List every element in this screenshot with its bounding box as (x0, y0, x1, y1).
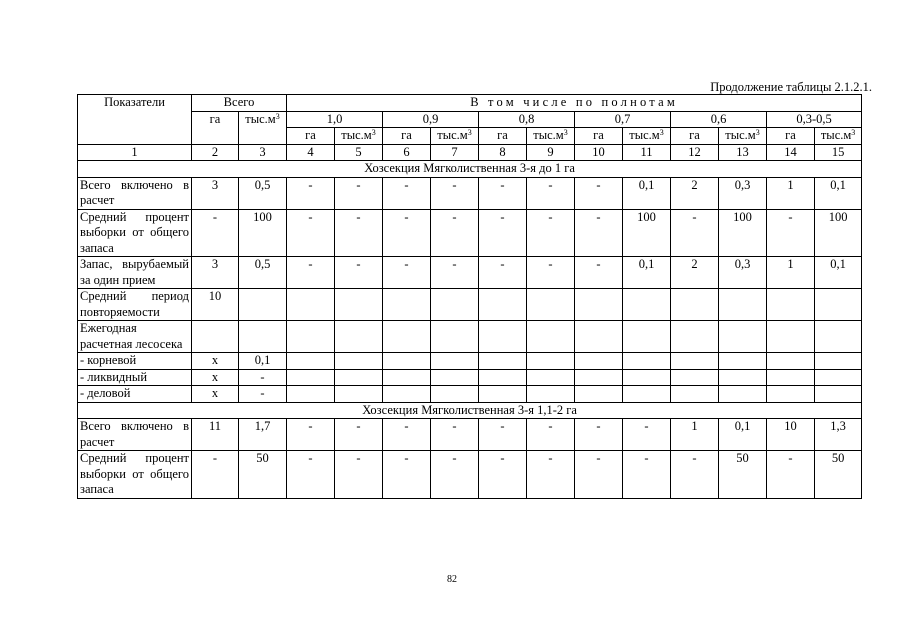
table-cell: 1,3 (815, 419, 862, 451)
column-number: 10 (575, 144, 623, 161)
table-cell (383, 369, 431, 386)
table-cell (815, 353, 862, 370)
row-label: - деловой (78, 386, 192, 403)
row-label: Запас, вырубаемый за один прием (78, 257, 192, 289)
table-cell: - (383, 177, 431, 209)
table-cell (335, 353, 383, 370)
table-cell: 1 (767, 177, 815, 209)
table-cell (527, 386, 575, 403)
table-cell (192, 321, 239, 353)
table-cell (575, 369, 623, 386)
unit-label: тыс.м (245, 111, 276, 126)
table-cell (479, 289, 527, 321)
table-cell (383, 386, 431, 403)
table-cell (383, 289, 431, 321)
table-cell: - (527, 257, 575, 289)
table-cell: - (431, 177, 479, 209)
ha-subheader: га (671, 128, 719, 145)
volume-subheader (431, 128, 479, 145)
table-cell (239, 289, 287, 321)
table-cell (815, 386, 862, 403)
column-number: 11 (623, 144, 671, 161)
density-header: 0,6 (671, 111, 767, 128)
table-cell (719, 369, 767, 386)
table-cell: - (287, 209, 335, 257)
table-cell: - (527, 209, 575, 257)
table-cell: 3 (192, 177, 239, 209)
table-cell: - (575, 257, 623, 289)
table-cell: - (287, 257, 335, 289)
table-cell (815, 321, 862, 353)
table-cell (287, 353, 335, 370)
table-cell: - (527, 451, 575, 499)
total-volume-header (239, 111, 287, 144)
table-cell: - (383, 451, 431, 499)
row-label: - ликвидный (78, 369, 192, 386)
volume-subheader (335, 128, 383, 145)
table-cell: - (335, 177, 383, 209)
table-cell (719, 289, 767, 321)
table-cell (335, 321, 383, 353)
cube-superscript: 3 (371, 128, 376, 137)
volume-subheader (719, 128, 767, 145)
table-cell (575, 386, 623, 403)
total-ha-header: га (192, 111, 239, 144)
table-cell: - (575, 177, 623, 209)
table-cell (527, 321, 575, 353)
table-cell (431, 353, 479, 370)
table-row (78, 451, 862, 499)
table-cell: - (479, 419, 527, 451)
cube-superscript: 3 (659, 128, 664, 137)
table-cell: - (479, 451, 527, 499)
section-row (78, 402, 862, 419)
table-cell: 0,5 (239, 177, 287, 209)
column-number: 14 (767, 144, 815, 161)
density-header: 0,8 (479, 111, 575, 128)
table-cell (575, 289, 623, 321)
table-cell (671, 289, 719, 321)
page-number: 82 (447, 574, 457, 585)
unit-label: тыс.м (341, 128, 372, 142)
table-cell: 0,1 (239, 353, 287, 370)
row-label: Средний период повторяемости (78, 289, 192, 321)
row-label: Всего включено в расчет (78, 419, 192, 451)
table-cell: - (575, 209, 623, 257)
table-cell: - (479, 209, 527, 257)
column-number: 9 (527, 144, 575, 161)
table-cell: 0,1 (623, 177, 671, 209)
volume-subheader (623, 128, 671, 145)
table-cell (335, 289, 383, 321)
table-cell (719, 386, 767, 403)
row-label: Ежегодная расчетная лесосека (78, 321, 192, 353)
table-cell (431, 321, 479, 353)
table-cell: 100 (623, 209, 671, 257)
table-cell (287, 289, 335, 321)
table-cell: - (335, 209, 383, 257)
table-cell: - (431, 257, 479, 289)
unit-label: тыс.м (725, 128, 756, 142)
table-cell (287, 321, 335, 353)
table-cell: 50 (239, 451, 287, 499)
data-table (77, 94, 862, 499)
table-cell: - (239, 369, 287, 386)
ha-subheader: га (575, 128, 623, 145)
header-row-2 (78, 111, 862, 128)
table-cell: - (527, 419, 575, 451)
table-cell (287, 369, 335, 386)
table-cell (767, 353, 815, 370)
table-cell: 2 (671, 177, 719, 209)
table-cell: - (287, 451, 335, 499)
table-cell (527, 353, 575, 370)
table-cell: 0,3 (719, 257, 767, 289)
table-cell (767, 369, 815, 386)
density-header: 0,9 (383, 111, 479, 128)
by-density-header: В том числе по полнотам (287, 95, 862, 112)
column-number: 4 (287, 144, 335, 161)
table-cell: - (479, 177, 527, 209)
column-number: 13 (719, 144, 767, 161)
table-cell: - (335, 451, 383, 499)
table-cell: 3 (192, 257, 239, 289)
table-cell: - (671, 451, 719, 499)
table-cell: 1,7 (239, 419, 287, 451)
table-cell (671, 386, 719, 403)
volume-subheader (527, 128, 575, 145)
table-cell: - (239, 386, 287, 403)
table-cell: - (623, 451, 671, 499)
unit-label: тыс.м (437, 128, 468, 142)
table-cell: - (287, 177, 335, 209)
table-cell (767, 289, 815, 321)
table-cell: - (575, 419, 623, 451)
row-label: Средний процент выборки от общего запаса (78, 209, 192, 257)
table-cell: 1 (767, 257, 815, 289)
table-cell: - (623, 419, 671, 451)
table-cell (623, 321, 671, 353)
table-cell: - (335, 419, 383, 451)
table-cell: 10 (192, 289, 239, 321)
ha-subheader: га (383, 128, 431, 145)
table-cell (815, 369, 862, 386)
table-cell: - (575, 451, 623, 499)
table-cell (719, 321, 767, 353)
row-label: Средний процент выборки от общего запаса (78, 451, 192, 499)
table-cell (767, 386, 815, 403)
table-row (78, 257, 862, 289)
table-cell: - (383, 419, 431, 451)
column-number: 7 (431, 144, 479, 161)
volume-subheader (815, 128, 862, 145)
table-cell (335, 369, 383, 386)
section-title: Хозсекция Мягколиственная 3-я до 1 га (78, 161, 862, 178)
column-number: 8 (479, 144, 527, 161)
total-header: Всего (192, 95, 287, 112)
table-cell: 50 (815, 451, 862, 499)
table-row (78, 289, 862, 321)
table-row (78, 369, 862, 386)
table-cell: 100 (815, 209, 862, 257)
table-row (78, 177, 862, 209)
table-cell (623, 369, 671, 386)
density-header: 0,7 (575, 111, 671, 128)
table-cell: х (192, 386, 239, 403)
table-cell (671, 321, 719, 353)
table-cell (383, 321, 431, 353)
table-cell: - (671, 209, 719, 257)
column-number: 5 (335, 144, 383, 161)
table-cell: 10 (767, 419, 815, 451)
table-row (78, 419, 862, 451)
table-cell (767, 321, 815, 353)
table-cell: - (192, 451, 239, 499)
cube-superscript: 3 (467, 128, 472, 137)
table-cell (815, 289, 862, 321)
table-cell: 0,5 (239, 257, 287, 289)
table-cell: 0,1 (815, 177, 862, 209)
table-cell (575, 321, 623, 353)
column-number: 6 (383, 144, 431, 161)
ha-subheader: га (479, 128, 527, 145)
table-row (78, 209, 862, 257)
table-cell: 0,1 (719, 419, 767, 451)
table-cell: - (383, 257, 431, 289)
cube-superscript: 3 (275, 111, 280, 121)
table-cell: - (527, 177, 575, 209)
table-cell: х (192, 353, 239, 370)
density-header: 0,3-0,5 (767, 111, 862, 128)
ha-subheader: га (767, 128, 815, 145)
table-cell (383, 353, 431, 370)
table-cell (431, 289, 479, 321)
table-cell (623, 289, 671, 321)
table-cell: 11 (192, 419, 239, 451)
header-row-1 (78, 95, 862, 112)
cube-superscript: 3 (755, 128, 760, 137)
unit-label: тыс.м (533, 128, 564, 142)
cube-superscript: 3 (851, 128, 856, 137)
table-cell: 0,1 (815, 257, 862, 289)
table-cell (671, 353, 719, 370)
section-title: Хозсекция Мягколиственная 3-я 1,1-2 га (78, 402, 862, 419)
table-cell (479, 369, 527, 386)
column-number: 15 (815, 144, 862, 161)
table-cell (527, 369, 575, 386)
table-cell (527, 289, 575, 321)
table-cell (479, 386, 527, 403)
column-number: 3 (239, 144, 287, 161)
table-cell (431, 369, 479, 386)
column-number: 1 (78, 144, 192, 161)
row-label: - корневой (78, 353, 192, 370)
table-cell: 0,1 (623, 257, 671, 289)
table-cell: 100 (239, 209, 287, 257)
ha-subheader: га (287, 128, 335, 145)
table-cell (431, 386, 479, 403)
table-cell (479, 353, 527, 370)
table-cell: 1 (671, 419, 719, 451)
column-number: 12 (671, 144, 719, 161)
table-cell (623, 386, 671, 403)
column-number-row (78, 144, 862, 161)
table-cell: 100 (719, 209, 767, 257)
table-caption: Продолжение таблицы 2.1.2.1. (710, 80, 872, 94)
table-cell (287, 386, 335, 403)
section-row (78, 161, 862, 178)
table-cell: - (431, 419, 479, 451)
table-cell: - (383, 209, 431, 257)
column-number: 2 (192, 144, 239, 161)
table-cell: х (192, 369, 239, 386)
table-cell: - (479, 257, 527, 289)
table-cell: - (431, 451, 479, 499)
table-cell: 2 (671, 257, 719, 289)
table-row (78, 321, 862, 353)
table-cell: - (335, 257, 383, 289)
table-cell: - (431, 209, 479, 257)
table-cell (623, 353, 671, 370)
table-cell: - (767, 451, 815, 499)
unit-label: тыс.м (820, 128, 852, 142)
density-header: 1,0 (287, 111, 383, 128)
table-cell (479, 321, 527, 353)
table-cell (239, 321, 287, 353)
table-cell: - (287, 419, 335, 451)
table-cell: - (192, 209, 239, 257)
table-cell: - (767, 209, 815, 257)
table-cell (671, 369, 719, 386)
table-cell (575, 353, 623, 370)
table-cell (719, 353, 767, 370)
row-label: Всего включено в расчет (78, 177, 192, 209)
table-row (78, 353, 862, 370)
table-cell: 50 (719, 451, 767, 499)
table-cell (335, 386, 383, 403)
indicators-header: Показатели (78, 95, 192, 145)
cube-superscript: 3 (563, 128, 568, 137)
table-row (78, 386, 862, 403)
unit-label: тыс.м (629, 128, 660, 142)
table-cell: 0,3 (719, 177, 767, 209)
